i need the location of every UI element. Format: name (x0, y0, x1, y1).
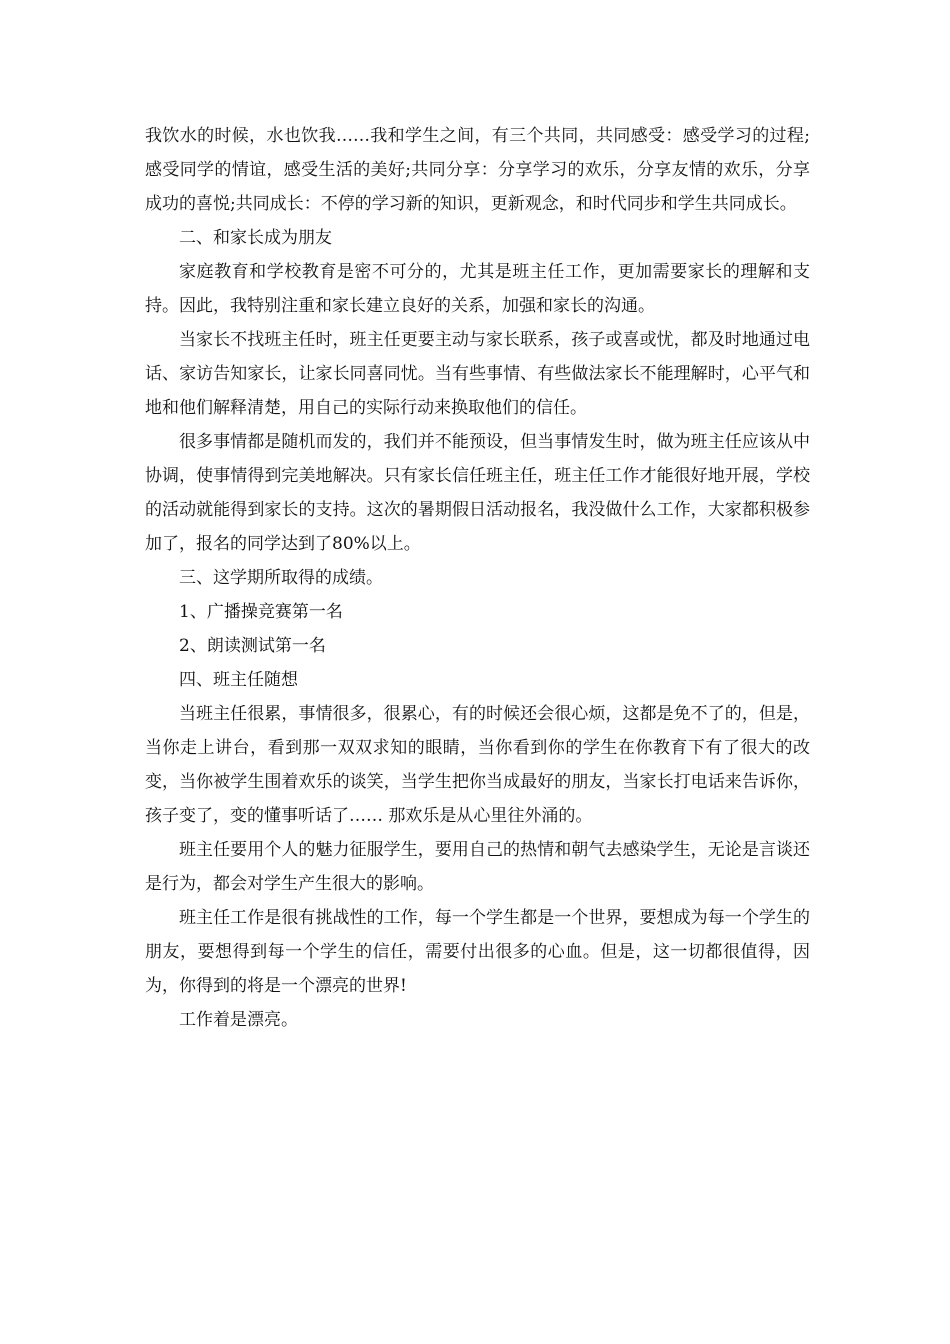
section-heading-achievements: 三、这学期所取得的成绩。 (179, 568, 383, 588)
paragraph-continuation: 我饮水的时候，水也饮我……我和学生之间，有三个共同，共同感受：感受学习的过程;感受同学的情谊，感受生活的美好;共同分享：分享学习的欢乐，分享友情的欢乐，分享成功的喜悦;共同成长：不停的学习新的知识，更新观念，和时代同步和学生共同成长。 (145, 126, 810, 214)
list-item: 1、广播操竞赛第一名 (179, 602, 343, 622)
document-page (145, 119, 810, 1037)
section-heading-reflections: 四、班主任随想 (179, 670, 298, 690)
paragraph: 很多事情都是随机而发的，我们并不能预设，但当事情发生时，做为班主任应该从中协调，使事情得到完美地解决。只有家长信任班主任，班主任工作才能很好地开展，学校的活动就能得到家长的支持。这次的暑期假日活动报名，我没做什么工作，大家都积极参加了，报名的同学达到了80%以上。 (145, 432, 810, 554)
paragraph: 当班主任很累，事情很多，很累心，有的时候还会很心烦，这都是免不了的，但是，当你走上讲台，看到那一双双求知的眼睛，当你看到你的学生在你教育下有了很大的改变，当你被学生围着欢乐的谈笑，当学生把你当成最好的朋友，当家长打电话来告诉你，孩子变了，变的懂事听话了…… 那欢乐是从心里往外涌的。 (145, 704, 810, 826)
list-item: 2、朗读测试第一名 (179, 636, 326, 656)
section-heading-parents: 二、和家长成为朋友 (179, 228, 332, 248)
paragraph: 班主任工作是很有挑战性的工作，每一个学生都是一个世界，要想成为每一个学生的朋友，要想得到每一个学生的信任，需要付出很多的心血。但是，这一切都很值得，因为，你得到的将是一个漂亮的世界! (145, 908, 810, 996)
closing-line: 工作着是漂亮。 (179, 1010, 298, 1030)
paragraph: 家庭教育和学校教育是密不可分的，尤其是班主任工作，更加需要家长的理解和支持。因此，我特别注重和家长建立良好的关系，加强和家长的沟通。 (145, 262, 810, 316)
paragraph: 班主任要用个人的魅力征服学生，要用自己的热情和朝气去感染学生，无论是言谈还是行为，都会对学生产生很大的影响。 (145, 840, 810, 894)
paragraph: 当家长不找班主任时，班主任更要主动与家长联系，孩子或喜或忧，都及时地通过电话、家访告知家长，让家长同喜同忧。当有些事情、有些做法家长不能理解时，心平气和地和他们解释清楚，用自己的实际行动来换取他们的信任。 (145, 330, 810, 418)
